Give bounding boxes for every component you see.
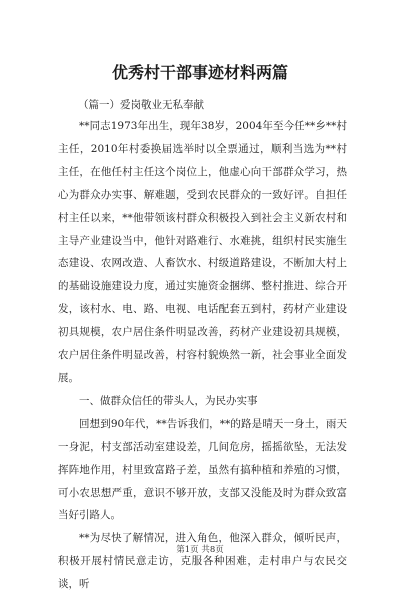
paragraph: **同志1973年出生，现年38岁，2004年至今任**乡**村主任，2010年村委换届选举时以全票通过，顺利当选为**村主任，在他任村主任这个岗位上，他虚心向干部群众学习，热心为群众办实事、解难题，受到农民群众的一致好评。自担任村主任以来，**他带领该村群众积极投入到社会主义新农村和主导产业建设当中，他针对路难行、水难挑，组织村民实施生态建设、农网改造、人畜饮水、村级道路建设，不断加大村上的基础设施建设力度，通过实施资金捆绑、整村推进、综合开发，该村水、电、路、电视、电话配套五到村，药材产业建设初具规模，农户居住条件明显改善，药材产业建设初具规模，农户居住条件明显改善，村容村貌焕然一新，社会事业全面发展。 — [58, 120, 347, 384]
paragraph: **为尽快了解情况，进入角色，他深入群众，倾听民声，积极开展村情民意走访，克服各种困难，走村串户与农民交谈，听 — [58, 532, 347, 591]
document-body — [58, 115, 347, 596]
paragraph: 回想到90年代，**告诉我们，**的路是晴天一身土，雨天一身泥，村支部活动室建设差，几间危房，摇摇欲坠，无法发挥阵地作用，村里致富路子差，虽然有搞种植和养殖的习惯，可小农思想严重，意识不够开放，支部又没能及时为群众致富当好引路人。 — [58, 417, 347, 522]
section-heading: （篇一）爱岗敬业无私奉献 — [78, 99, 204, 111]
subheading: 一、做群众信任的带头人，为民办实事 — [79, 394, 258, 407]
page-number: 第1页 共8页 — [176, 545, 224, 555]
document-title: 优秀村干部事迹材料两篇 — [111, 63, 288, 82]
